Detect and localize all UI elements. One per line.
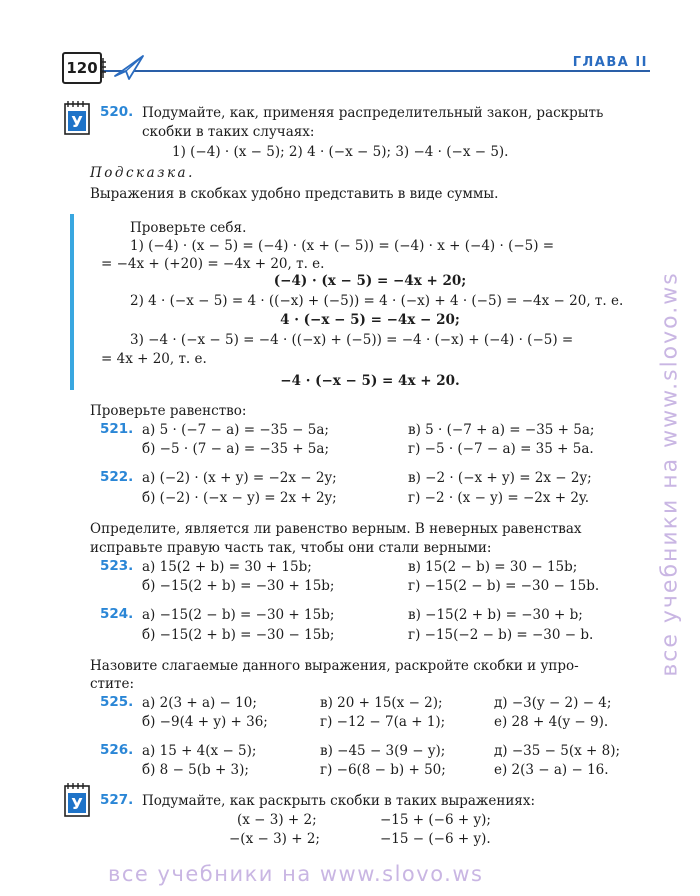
ex520-line1: Подумайте, как, применяя распределительный закон, раскрыть bbox=[142, 105, 604, 121]
name-terms-line1: Назовите слагаемые данного выражения, раскройте скобки и упро- bbox=[90, 658, 579, 674]
ex521-v: в) 5 · (−7 + a) = −35 + 5a; bbox=[408, 422, 595, 438]
exercise-number-523: 523. bbox=[100, 558, 134, 574]
ex525-e: е) 28 + 4(y − 9). bbox=[494, 714, 609, 730]
ex525-g: г) −12 − 7(a + 1); bbox=[320, 714, 446, 730]
ex521-b: б) −5 · (7 − a) = −35 + 5a; bbox=[142, 441, 329, 457]
ex527-e1: (x − 3) + 2; bbox=[237, 812, 317, 828]
check-line1: 1) (−4) · (x − 5) = (−4) · (x + (− 5)) = (−4) · x + (−4) · (−5) = bbox=[130, 238, 555, 254]
watermark-vertical: все учебники на www.slovo.ws bbox=[657, 271, 683, 677]
ex526-g: г) −6(8 − b) + 50; bbox=[320, 762, 446, 778]
check-line4: 2) 4 · (−x − 5) = 4 · ((−x) + (−5)) = 4 · (−x) + 4 · (−5) = −4x − 20, т. е. bbox=[130, 293, 624, 309]
ex524-v: в) −15(2 + b) = −30 + b; bbox=[408, 607, 583, 623]
check-line7: = 4x + 20, т. е. bbox=[101, 351, 207, 367]
check-result3: −4 · (−x − 5) = 4x + 20. bbox=[280, 373, 460, 389]
ex523-v: в) 15(2 − b) = 30 − 15b; bbox=[408, 559, 578, 575]
ex522-g: г) −2 · (x − y) = −2x + 2y. bbox=[408, 490, 590, 506]
hint-label: Подсказка. bbox=[90, 165, 195, 181]
notebook-u-icon bbox=[62, 782, 92, 818]
ex526-v: в) −45 − 3(9 − y); bbox=[320, 743, 446, 759]
ex526-a: а) 15 + 4(x − 5); bbox=[142, 743, 257, 759]
ex520-line2: скобки в таких случаях: bbox=[142, 124, 315, 140]
determine-line2: исправьте правую часть так, чтобы они стали верными: bbox=[90, 540, 492, 556]
paper-plane-icon bbox=[99, 52, 151, 82]
exercise-number-522: 522. bbox=[100, 469, 134, 485]
ex525-a: а) 2(3 + a) − 10; bbox=[142, 695, 257, 711]
check-result1: (−4) · (x − 5) = −4x + 20; bbox=[273, 273, 467, 289]
ex523-g: г) −15(2 − b) = −30 − 15b. bbox=[408, 578, 600, 594]
name-terms-line2: стите: bbox=[90, 676, 135, 692]
ex524-a: а) −15(2 − b) = −30 + 15b; bbox=[142, 607, 335, 623]
hint-text: Выражения в скобках удобно представить в виде суммы. bbox=[90, 186, 499, 202]
exercise-number-524: 524. bbox=[100, 606, 134, 622]
ex526-e: е) 2(3 − a) − 16. bbox=[494, 762, 609, 778]
ex524-b: б) −15(2 + b) = −30 − 15b; bbox=[142, 627, 335, 643]
check-block-bar bbox=[70, 214, 74, 390]
ex522-b: б) (−2) · (−x − y) = 2x + 2y; bbox=[142, 490, 337, 506]
ex526-b: б) 8 − 5(b + 3); bbox=[142, 762, 249, 778]
svg-text:У: У bbox=[71, 795, 83, 813]
page-number: 120 bbox=[62, 52, 102, 84]
ex527-e4: −15 − (−6 + y). bbox=[380, 831, 491, 847]
ex525-d: д) −3(y − 2) − 4; bbox=[494, 695, 612, 711]
check-result2: 4 · (−x − 5) = −4x − 20; bbox=[280, 312, 460, 328]
ex526-d: д) −35 − 5(x + 8); bbox=[494, 743, 621, 759]
exercise-number-520: 520. bbox=[100, 104, 134, 120]
ex524-g: г) −15(−2 − b) = −30 − b. bbox=[408, 627, 594, 643]
check-title: Проверьте себя. bbox=[130, 220, 247, 236]
exercise-number-526: 526. bbox=[100, 742, 134, 758]
check-line6: 3) −4 · (−x − 5) = −4 · ((−x) + (−5)) = −4 · (−x) + (−4) · (−5) = bbox=[130, 332, 574, 348]
check-line2: = −4x + (+20) = −4x + 20, т. е. bbox=[101, 256, 325, 272]
chapter-title: ГЛАВА II bbox=[572, 55, 648, 70]
ex521-a: а) 5 · (−7 − a) = −35 − 5a; bbox=[142, 422, 329, 438]
exercise-number-521: 521. bbox=[100, 421, 134, 437]
ex523-b: б) −15(2 + b) = −30 + 15b; bbox=[142, 578, 335, 594]
exercise-number-527: 527. bbox=[100, 792, 134, 808]
ex527-e3: −(x − 3) + 2; bbox=[229, 831, 320, 847]
ex527-line1: Подумайте, как раскрыть скобки в таких выражениях: bbox=[142, 793, 535, 809]
ex525-v: в) 20 + 15(x − 2); bbox=[320, 695, 443, 711]
ex522-v: в) −2 · (−x + y) = 2x − 2y; bbox=[408, 470, 592, 486]
ex527-e2: −15 + (−6 + y); bbox=[380, 812, 491, 828]
ex525-b: б) −9(4 + y) + 36; bbox=[142, 714, 268, 730]
ex522-a: а) (−2) · (x + y) = −2x − 2y; bbox=[142, 470, 337, 486]
ex520-items: 1) (−4) · (x − 5); 2) 4 · (−x − 5); 3) −4 · (−x − 5). bbox=[172, 144, 509, 160]
exercise-number-525: 525. bbox=[100, 694, 134, 710]
svg-text:У: У bbox=[71, 113, 83, 131]
watermark-bottom: все учебники на www.slovo.ws bbox=[108, 862, 484, 886]
verify-title: Проверьте равенство: bbox=[90, 403, 247, 419]
ex521-g: г) −5 · (−7 − a) = 35 + 5a. bbox=[408, 441, 594, 457]
notebook-u-icon bbox=[62, 100, 92, 136]
determine-line1: Определите, является ли равенство верным. В неверных равенствах bbox=[90, 521, 582, 537]
ex523-a: а) 15(2 + b) = 30 + 15b; bbox=[142, 559, 312, 575]
